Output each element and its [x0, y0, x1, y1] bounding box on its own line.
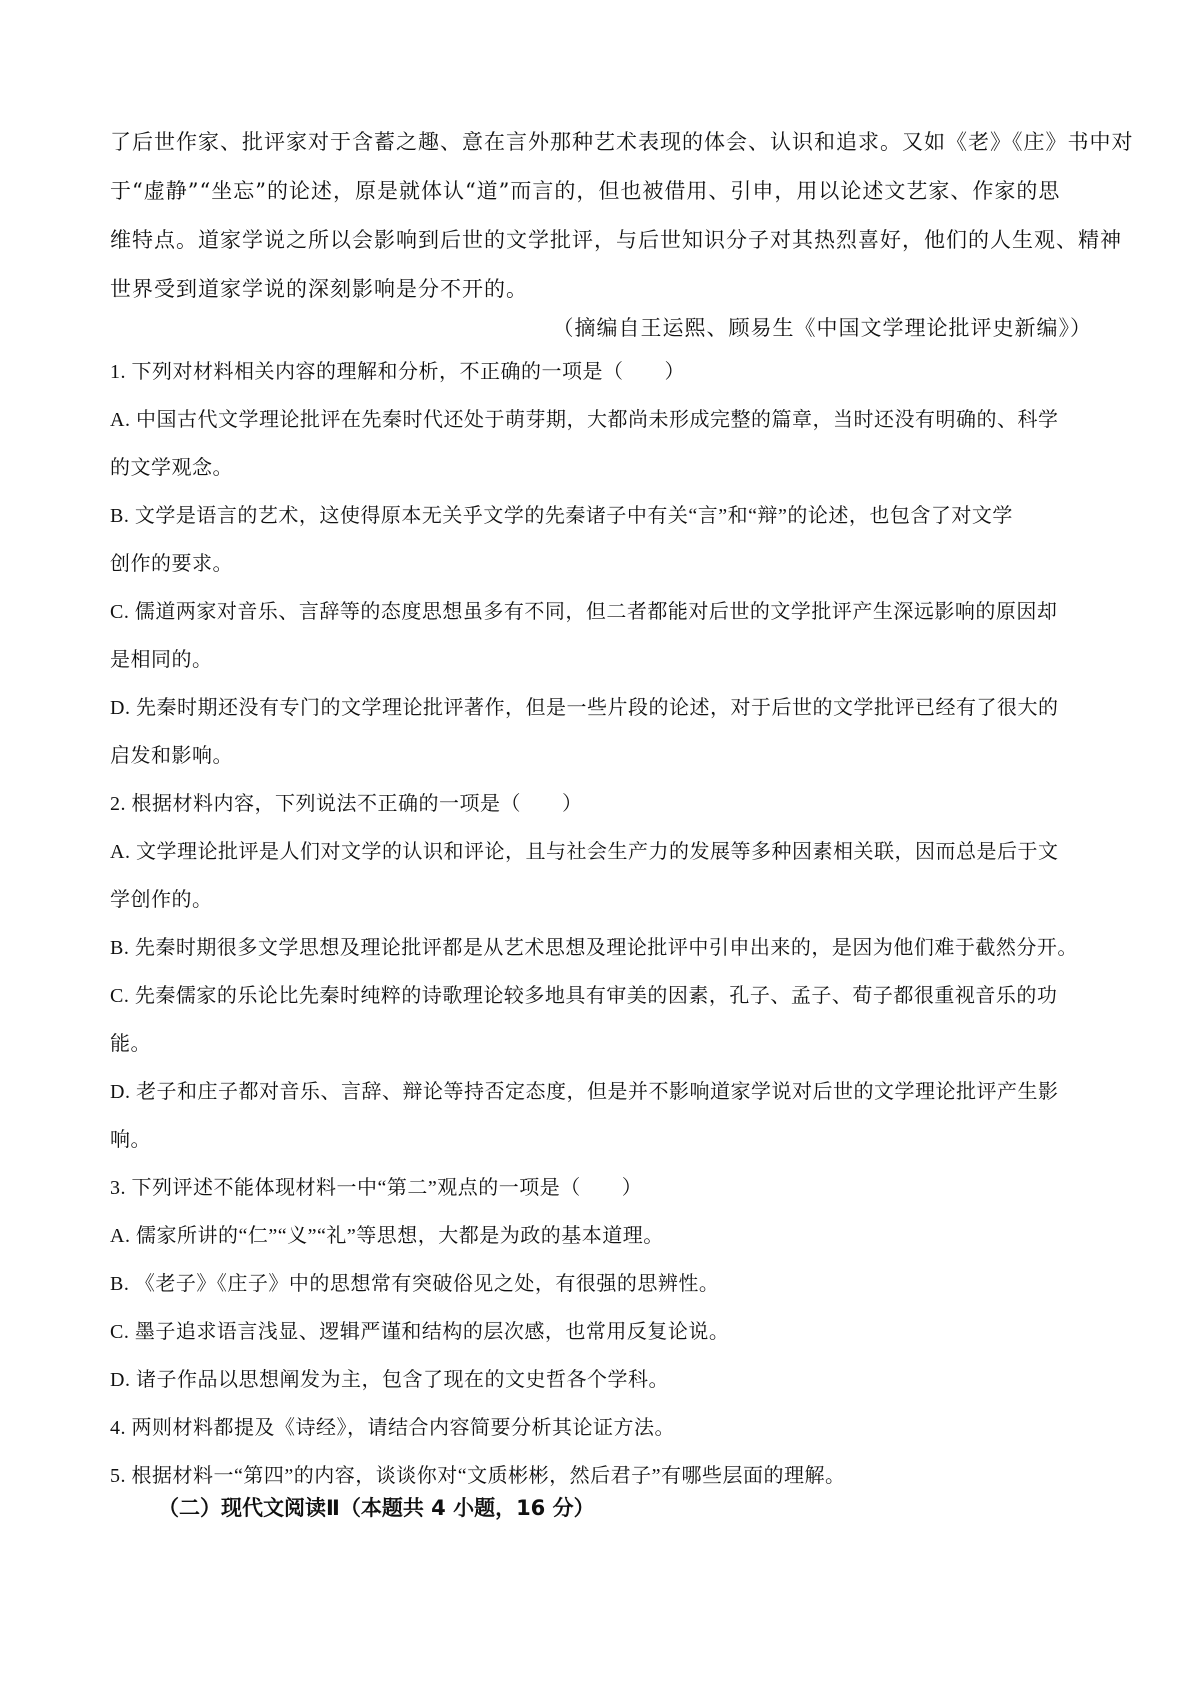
option-b-line: 创作的要求。: [110, 553, 233, 575]
option-a-line: A. 儒家所讲的“仁”“义”“礼”等思想，大都是为政的基本道理。: [110, 1225, 664, 1247]
question-stem: 1. 下列对材料相关内容的理解和分析，不正确的一项是（ ）: [110, 361, 685, 383]
option-a-line: 学创作的。: [110, 889, 213, 911]
question-stem: 5. 根据材料一“第四”的内容，谈谈你对“文质彬彬，然后君子”有哪些层面的理解。: [110, 1465, 846, 1487]
option-d-line: D. 先秦时期还没有专门的文学理论批评著作，但是一些片段的论述，对于后世的文学批评已经有了很大的: [110, 697, 1059, 719]
option-a-line: 的文学观念。: [110, 457, 233, 479]
question-stem: 2. 根据材料内容，下列说法不正确的一项是（ ）: [110, 793, 583, 815]
passage-source: （摘编自王运熙、顾易生《中国文学理论批评史新编》）: [552, 316, 1092, 340]
option-a-line: A. 文学理论批评是人们对文学的认识和评论，且与社会生产力的发展等多种因素相关联，因而总是后于文: [110, 841, 1059, 863]
option-b-line: B. 文学是语言的艺术，这使得原本无关乎文学的先秦诸子中有关“言”和“辩”的论述，也包含了对文学: [110, 505, 1013, 527]
passage-line: 世界受到道家学说的深刻影响是分不开的。: [110, 277, 528, 301]
option-c-line: 能。: [110, 1033, 151, 1055]
option-c-line: 是相同的。: [110, 649, 213, 671]
option-d-line: D. 诸子作品以思想阐发为主，包含了现在的文史哲各个学科。: [110, 1369, 669, 1391]
passage-text: [110, 118, 1134, 314]
option-b-line: B. 《老子》《庄子》中的思想常有突破俗见之处，有很强的思辨性。: [110, 1273, 720, 1295]
section-heading: （二）现代文阅读Ⅱ（本题共 4 小题，16 分）: [158, 1496, 595, 1520]
question-stem: 4. 两则材料都提及《诗经》，请结合内容简要分析其论证方法。: [110, 1417, 675, 1439]
question-list: [110, 348, 1100, 1500]
option-d-line: 响。: [110, 1129, 151, 1151]
option-d-line: D. 老子和庄子都对音乐、言辞、辩论等持否定态度，但是并不影响道家学说对后世的文学理论批评产生影: [110, 1081, 1059, 1103]
option-c-line: C. 墨子追求语言浅显、逻辑严谨和结构的层次感，也常用反复论说。: [110, 1321, 730, 1343]
option-c-line: C. 儒道两家对音乐、言辞等的态度思想虽多有不同，但二者都能对后世的文学批评产生深远影响的原因却: [110, 601, 1058, 623]
passage-line: 于“虚静”“坐忘”的论述，原是就体认“道”而言的，但也被借用、引申，用以论述文艺家、作家的思: [110, 179, 1061, 203]
option-a-line: A. 中国古代文学理论批评在先秦时代还处于萌芽期，大都尚未形成完整的篇章，当时还没有明确的、科学: [110, 409, 1059, 431]
option-b-line: B. 先秦时期很多文学思想及理论批评都是从艺术思想及理论批评中引申出来的，是因为他们难于截然分开。: [110, 937, 1078, 959]
option-d-line: 启发和影响。: [110, 745, 233, 767]
question-stem: 3. 下列评述不能体现材料一中“第二”观点的一项是（ ）: [110, 1177, 643, 1199]
passage-line: 维特点。道家学说之所以会影响到后世的文学批评，与后世知识分子对其热烈喜好，他们的人生观、精神: [110, 228, 1122, 252]
passage-line: 了后世作家、批评家对于含蓄之趣、意在言外那种艺术表现的体会、认识和追求。又如《老》《庄》书中对: [110, 130, 1134, 154]
option-c-line: C. 先秦儒家的乐论比先秦时纯粹的诗歌理论较多地具有审美的因素，孔子、孟子、荀子都很重视音乐的功: [110, 985, 1058, 1007]
